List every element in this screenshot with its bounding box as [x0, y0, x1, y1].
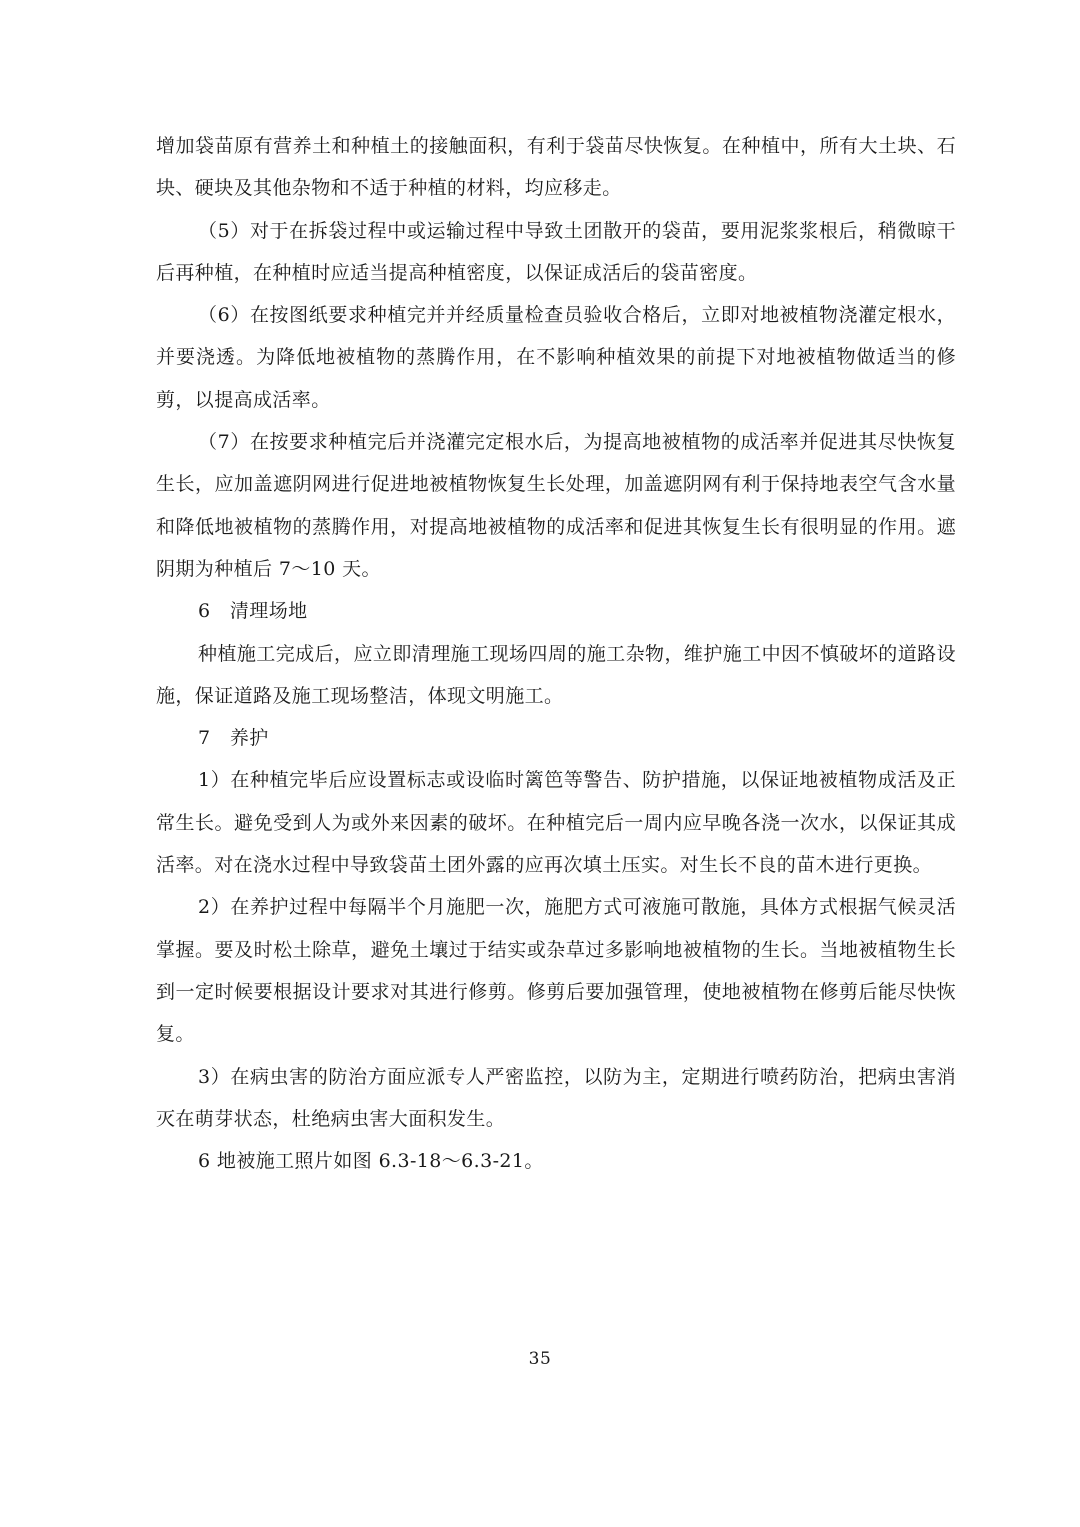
page-number: 35: [528, 1349, 552, 1369]
paragraph-maintenance-1: 1）在种植完毕后应设置标志或设临时篱笆等警告、防护措施，以保证地被植物成活及正常生长。避免受到人为或外来因素的破坏。在种植完后一周内应早晚各浇一次水，以保证其成活率。对在浇水过程中导致袋苗土团外露的应再次填土压实。对生长不良的苗木进行更换。: [156, 769, 956, 877]
paragraph-item-7: （7）在按要求种植完后并浇灌完定根水后，为提高地被植物的成活率并促进其尽快恢复生长，应加盖遮阴网进行促进地被植物恢复生长处理，加盖遮阴网有利于保持地表空气含水量和降低地被植物的蒸腾作用，对提高地被植物的成活率和促进其恢复生长有很明显的作用。遮阴期为种植后 7～10 天。: [156, 431, 956, 580]
section-heading-clear-site: 6 清理场地: [198, 600, 308, 623]
paragraph-continuation: 增加袋苗原有营养土和种植土的接触面积，有利于袋苗尽快恢复。在种植中，所有大土块、石块、硬块及其他杂物和不适于种植的材料，均应移走。: [156, 135, 956, 200]
section-heading-maintenance: 7 养护: [198, 727, 269, 750]
paragraph-photo-reference: 6 地被施工照片如图 6.3-18～6.3-21。: [198, 1150, 544, 1173]
paragraph-item-6: （6）在按图纸要求种植完并并经质量检查员验收合格后，立即对地被植物浇灌定根水，并要浇透。为降低地被植物的蒸腾作用，在不影响种植效果的前提下对地被植物做适当的修剪，以提高成活率。: [156, 304, 956, 411]
paragraph-item-5: （5）对于在拆袋过程中或运输过程中导致土团散开的袋苗，要用泥浆浆根后，稍微晾干后再种植，在种植时应适当提高种植密度，以保证成活后的袋苗密度。: [156, 219, 956, 284]
paragraph-clear-site: 种植施工完成后，应立即清理施工现场四周的施工杂物，维护施工中因不慎破坏的道路设施，保证道路及施工现场整洁，体现文明施工。: [156, 642, 956, 707]
page-body: [156, 125, 956, 1182]
paragraph-maintenance-2: 2）在养护过程中每隔半个月施肥一次，施肥方式可液施可散施，具体方式根据气候灵活掌握。要及时松土除草，避免土壤过于结实或杂草过多影响地被植物的生长。当地被植物生长到一定时候要根据设计要求对其进行修剪。修剪后要加强管理，使地被植物在修剪后能尽快恢复。: [156, 896, 956, 1046]
paragraph-maintenance-3: 3）在病虫害的防治方面应派专人严密监控，以防为主，定期进行喷药防治，把病虫害消灭在萌芽状态，杜绝病虫害大面积发生。: [156, 1065, 956, 1130]
